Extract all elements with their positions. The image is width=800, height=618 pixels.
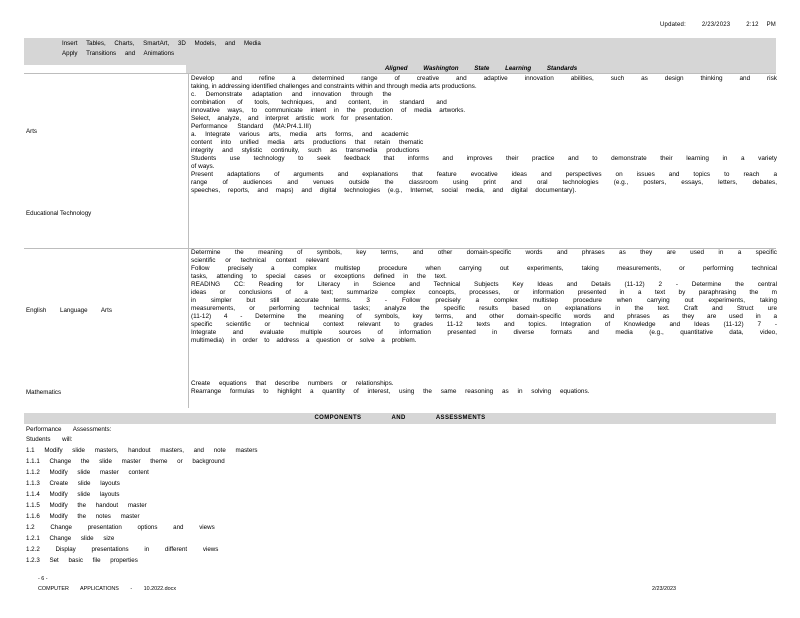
updated-time: 2:12 bbox=[746, 22, 759, 28]
standard-line: Performance Standard (MA:Pr4.1.III) bbox=[191, 123, 312, 130]
standard-line: Students use technology to seek feedback that informs and improves their practice and to demonstrate their learning in a variety bbox=[191, 155, 777, 162]
standards-column bbox=[188, 74, 777, 408]
standards-header: Aligned Washington State Learning Standards bbox=[186, 64, 776, 73]
assessment-item: 1.2.2 Display presentations in different views bbox=[26, 546, 219, 553]
standard-line: Create equations that describe numbers or relationships. bbox=[191, 380, 394, 387]
standard-line: multimedia) in order to address a question or solve a problem. bbox=[191, 337, 417, 344]
standard-line: READING CC: Reading for Literacy in Science and Technical Subjects Key Ideas and Details (11-12) 2 - Determine the central bbox=[191, 281, 777, 288]
standard-line: integrity and stylistic continuity, such as transmedia productions bbox=[191, 147, 420, 154]
standard-line: speeches, reports, and maps) and digital technologies (e.g., Internet, social media, and digital documentary). bbox=[191, 187, 577, 194]
footer-doc-name: COMPUTER APPLICATIONS - 10.2022.docx bbox=[38, 586, 177, 592]
assessment-item: 1.1 Modify slide masters, handout masters, and note masters bbox=[26, 447, 258, 454]
standard-line: Determine the meaning of symbols, key terms, and other domain-specific words and phrases as they are used in a specific bbox=[191, 249, 777, 256]
topic-text: Insert Tables, Charts, SmartArt, 3D Models, and Media bbox=[62, 40, 261, 47]
standard-line: Rearrange formulas to highlight a quantity of interest, using the same reasoning as in solving equations. bbox=[191, 388, 590, 395]
standard-line: Develop and refine a determined range of creative and adaptive innovation abilities, such as design thinking and risk bbox=[191, 75, 777, 82]
topic-bullet-2 bbox=[44, 50, 174, 58]
students-will: Students will: bbox=[26, 436, 73, 443]
assessment-item: 1.2.1 Change slide size bbox=[26, 535, 115, 542]
standard-line: Integrate and evaluate multiple sources of information presented in diverse formats and media (e.g., quantitative data, video, bbox=[191, 329, 777, 336]
assessment-item: 1.1.6 Modify the notes master bbox=[26, 513, 140, 520]
standard-line: (11-12) 4 - Determine the meaning of symbols, key terms, and other domain-specific words and phrases as they are used in a bbox=[191, 313, 777, 320]
assessment-item: 1.2.3 Set basic file properties bbox=[26, 557, 138, 564]
assessment-item: 1.1.2 Modify slide master content bbox=[26, 469, 149, 476]
topic-text: Apply Transitions and Animations bbox=[62, 50, 175, 57]
standard-line: a. Integrate various arts, media arts forms, and academic bbox=[191, 131, 409, 138]
footer-date: 2/23/2023 bbox=[652, 586, 676, 592]
assessment-item: 1.2 Change presentation options and views bbox=[26, 524, 215, 531]
updated-label: Updated: bbox=[660, 22, 686, 28]
subject-mathematics: Mathematics bbox=[26, 389, 62, 396]
page-number: - 6 - bbox=[38, 576, 48, 582]
assessment-item: 1.1.3 Create slide layouts bbox=[26, 480, 120, 487]
standard-line: combination of tools, techniques, and content, in standard and bbox=[191, 99, 447, 106]
standard-line: taking, in addressing identified challenges and constraints within and through media arts productions. bbox=[191, 83, 477, 90]
updated-date: 2/23/2023 bbox=[701, 22, 731, 28]
standard-line: Select, analyze, and interpret artistic work for presentation. bbox=[191, 115, 393, 122]
standard-line: in simpler but still accurate terms. 3 - Follow precisely a complex multistep procedure when carrying out experiments, taking bbox=[191, 297, 777, 304]
updated-stamp bbox=[660, 22, 790, 30]
standard-line: scientific or technical context relevant bbox=[191, 257, 329, 264]
standard-line: range of audiences and venues outside the classroom using print and oral technologies (e.g., posters, essays, letters, debates, bbox=[191, 179, 777, 186]
standard-line: c. Demonstrate adaptation and innovation through the bbox=[191, 91, 392, 98]
standard-line: innovative ways, to communicate intent in the production of media artworks. bbox=[191, 107, 466, 114]
assessment-item: 1.1.5 Modify the handout master bbox=[26, 502, 147, 509]
components-header bbox=[24, 413, 776, 424]
assessment-item: 1.1.1 Change the slide master theme or background bbox=[26, 458, 225, 465]
updated-ampm: PM bbox=[766, 22, 776, 28]
standard-line: specific scientific or technical context relevant to grades 11-12 texts and topics. Integration of Knowledge and Ideas (11-12) 7 - bbox=[191, 321, 777, 328]
and-word: AND bbox=[391, 415, 406, 421]
standard-line: tasks, attending to special cases or exceptions defined in the text. bbox=[191, 273, 447, 280]
standard-line: Present adaptations of arguments and explanations that feature evocative ideas and perspectives on issues and topics to reach a bbox=[191, 171, 777, 178]
subject-educational-technology: Educational Technology bbox=[26, 210, 92, 217]
standard-line: of ways. bbox=[191, 163, 215, 170]
topic-bullet-1 bbox=[44, 40, 261, 48]
standard-line: content into unified media arts productions that retain thematic bbox=[191, 139, 424, 146]
subject-arts: Arts bbox=[26, 128, 38, 135]
standard-line: Follow precisely a complex multistep procedure when carrying out experiments, taking measurements, or performing technical bbox=[191, 265, 777, 272]
standard-line: ideas or conclusions of a text; summarize complex concepts, processes, or information presented in a text by paraphrasing the m bbox=[191, 289, 777, 296]
assessments-title: Performance Assessments: bbox=[26, 426, 112, 433]
standard-line: measurements, or performing technical tasks; analyze the specific results based on explanations in the text. Craft and Struct ure bbox=[191, 305, 777, 312]
standards-table bbox=[24, 73, 776, 408]
subject-english-language-arts: English Language Arts bbox=[26, 307, 112, 314]
subject-column bbox=[24, 74, 186, 408]
components-word: COMPONENTS bbox=[314, 415, 362, 421]
assessments-word: ASSESSMENTS bbox=[435, 415, 486, 421]
assessment-item: 1.1.4 Modify slide layouts bbox=[26, 491, 120, 498]
